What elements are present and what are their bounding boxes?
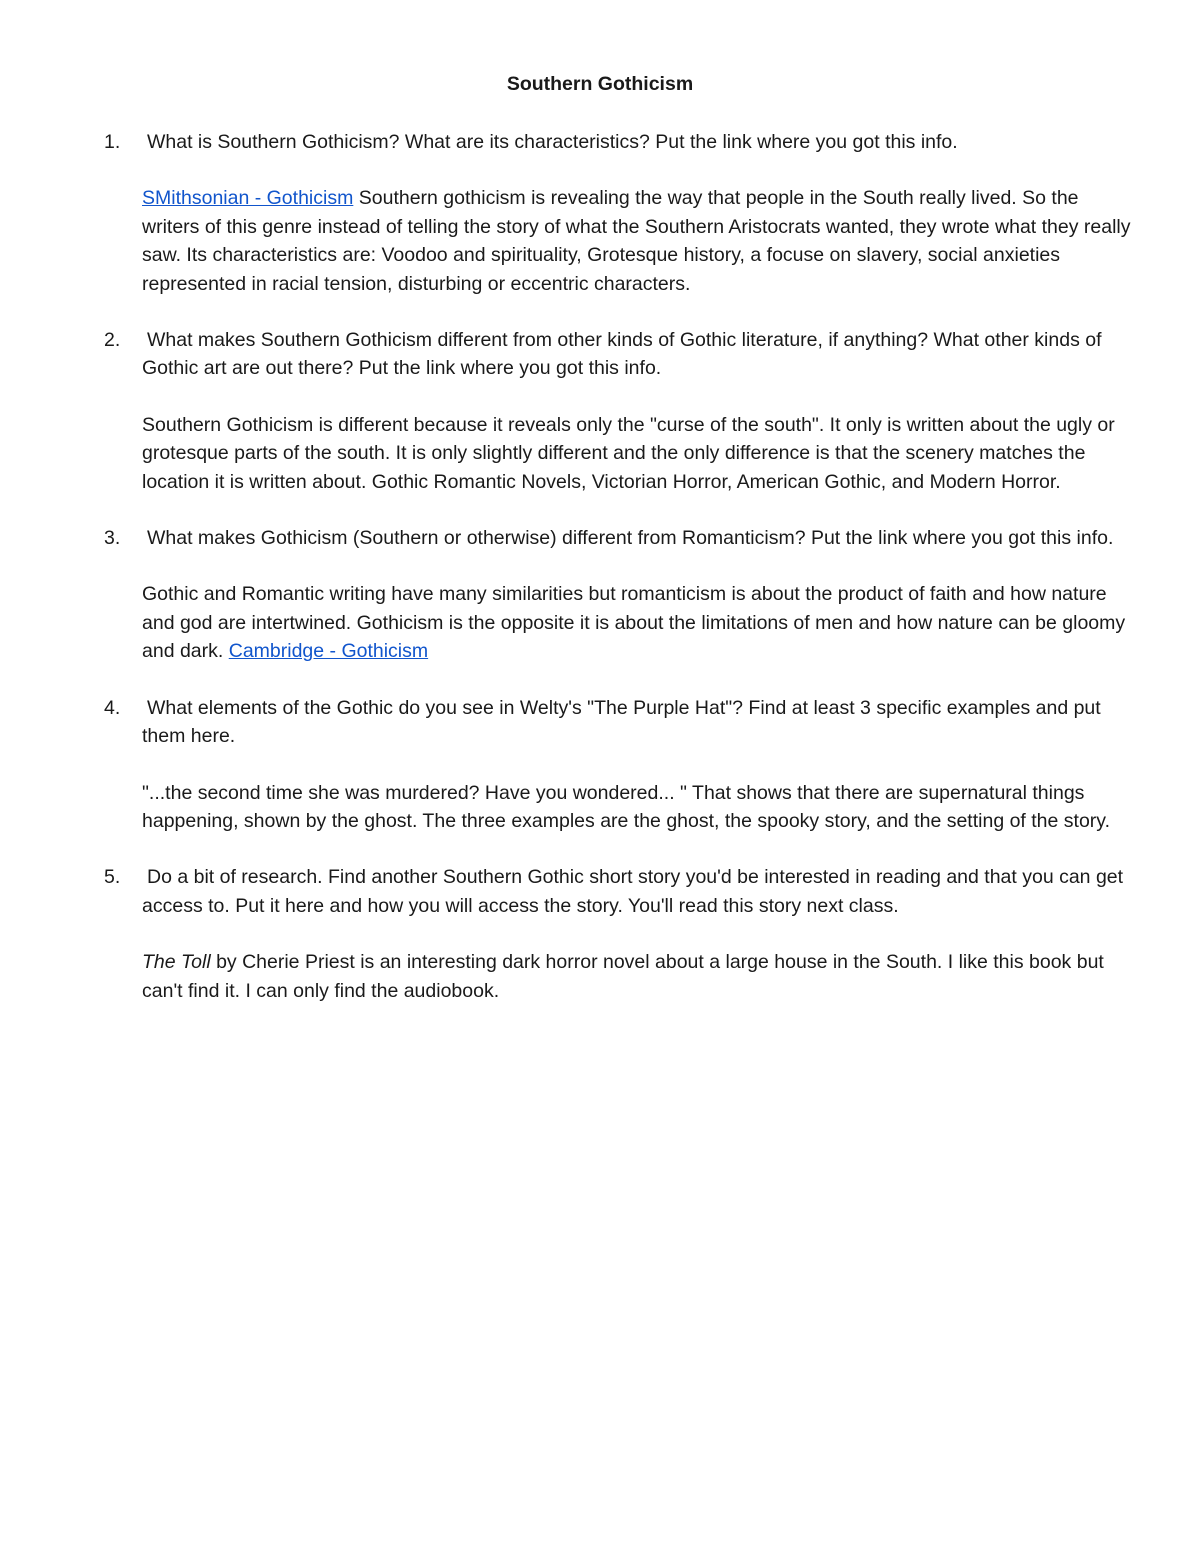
- answer-text: The Toll by Cherie Priest is an interesting dark horror novel about a large house in the South. I like this book but can't find it. I can only find the audiobook.: [142, 951, 1104, 1002]
- question-number: 4.: [104, 696, 121, 719]
- answer-text: Gothic and Romantic writing have many similarities but romanticism is about the product of faith and how nature and god are intertwined. Gothicism is the opposite it is about the limitations of men and how nature can be gloomy and dark. Cambridge - Gothicism: [142, 583, 1126, 663]
- question-item-5: [104, 863, 1134, 1005]
- question-item-2: [104, 326, 1134, 496]
- question-number: 5.: [104, 866, 121, 889]
- question-number: 3.: [104, 527, 121, 550]
- question-text: What is Southern Gothicism? What are its characteristics? Put the link where you got this info.: [147, 131, 958, 153]
- cambridge-link[interactable]: Cambridge - Gothicism: [228, 640, 429, 663]
- answer-text: "...the second time she was murdered? Have you wondered... " That shows that there are supernatural things happening, shown by the ghost. The three examples are the ghost, the spooky story, and the setting of the story.: [142, 781, 1111, 832]
- question-text: Do a bit of research. Find another Southern Gothic short story you'd be interested in reading and that you can get access to. Put it here and how you will access the story. You'll read this story next class.: [142, 866, 1124, 917]
- answer-text: Southern Gothicism is different because it reveals only the "curse of the south". It only is written about the ugly or grotesque parts of the south. It is only slightly different and the only difference is that the scenery matches the location it is written about. Gothic Romantic Novels, Victorian Horror, American Gothic, and Modern Horror.: [142, 413, 1115, 493]
- book-title: The Toll: [142, 951, 211, 974]
- question-item-1: [104, 128, 1134, 298]
- question-item-3: [104, 524, 1134, 666]
- question-text: What makes Gothicism (Southern or otherwise) different from Romanticism? Put the link where you got this info.: [147, 527, 1114, 550]
- smithsonian-link[interactable]: SMithsonian - Gothicism: [142, 187, 354, 210]
- question-number: 1.: [104, 131, 121, 153]
- question-text: What makes Southern Gothicism different from other kinds of Gothic literature, if anything? What other kinds of Gothic art are out there? Put the link where you got this info.: [142, 329, 1102, 380]
- question-text: What elements of the Gothic do you see in Welty's "The Purple Hat"? Find at least 3 specific examples and put them here.: [142, 696, 1101, 748]
- question-item-4: [104, 694, 1134, 836]
- question-list: [104, 128, 1134, 1033]
- question-number: 2.: [104, 329, 121, 352]
- answer-text: SMithsonian - Gothicism Southern gothicism is revealing the way that people in the South really lived. So the writers of this genre instead of telling the story of what the Southern Aristocrats wanted, they wrote what they really saw. Its characteristics are: Voodoo and spirituality, Grotesque history, a focuse on slavery, social anxieties represented in racial tension, disturbing or eccentric characters.: [142, 187, 1131, 295]
- document-title: Southern Gothicism: [506, 73, 694, 95]
